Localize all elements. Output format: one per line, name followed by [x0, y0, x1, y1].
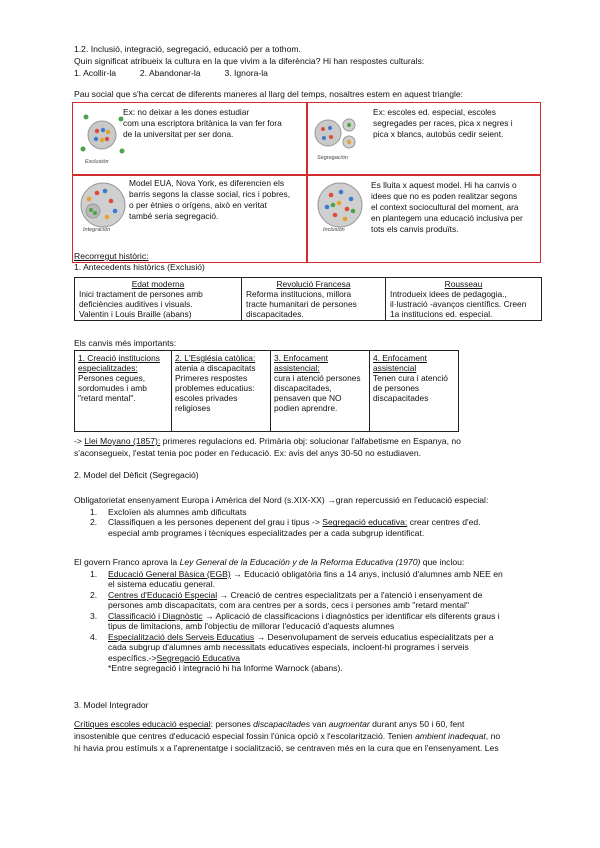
changes-label: Els canvis més importants:	[74, 338, 177, 348]
change-cell	[172, 351, 271, 432]
history-body: Reforma institucions, millora tracte humanitari de persones discapacitades.	[246, 289, 357, 320]
franco-law-name: Ley General de la Educación y de la Reforma Educativa (1970)	[179, 557, 421, 567]
integration-caption: Integración	[83, 227, 111, 233]
list-item: 2. Classifiquen a les persones depenent del grau i tipus -> Segregació educativa: crear centres d'ed. especial amb programes i tècniques especialitzades per a cada subgrup identificat.	[90, 517, 481, 538]
triangle-grid	[72, 102, 541, 263]
inclusion-text: Es lluita x aquest model. Hi ha canvis o idees que no es poden realitzar segons el context sociocultural del moment, ara en plantegem una educació inclusiva per tots els canvis produïts.	[371, 180, 523, 234]
change-body: Tenen cura i atenció de persones discapacitades	[373, 373, 448, 404]
law-moyano-link[interactable]: Llei Moyano (1857):	[84, 436, 161, 446]
history-subtitle: 1. Antecedents històrics (Exclusió)	[74, 262, 205, 272]
segregation-link[interactable]: Segregació educativa:	[322, 517, 408, 528]
list-item: 1. Educació General Bàsica (EGB) → Educació obligatòria fins a 14 anys, inclusió d'alumnes amb NEE en el sistema educatiu general.	[90, 569, 503, 590]
list-item: 4. Especialització dels Serveis Educatius → Desenvolupament de serveis educatius especialitzats per a cada subgrup d'alumnes amb necessitats educatives especials, incloent-hi programes i serveis específics.->Segregació Educativa	[90, 631, 494, 663]
change-body: cura i atenció persones discapacitades, pensaven que NO podien aprendre.	[274, 373, 361, 414]
inclusion-diagram-icon	[313, 179, 367, 231]
deficit-intro: Obligatorietat ensenyament Europa i Amèrica del Nord (s.XIX-XX) →gran repercussió en l'educació especial:	[74, 495, 489, 505]
history-heading: Revolució Francesa	[276, 279, 351, 289]
list-item: 3. Classificació i Diagnòstic → Aplicació de classificacions i diagnòstics per identificar els diferents graus i tipus de limitacions, amb l'objectiu de millorar l'educació d'aquests alumnes	[90, 610, 500, 632]
change-cell	[75, 351, 172, 432]
history-label: Recorregut històric:	[74, 251, 149, 261]
intro-question: Quin significat atribueix la cultura en la que vivim a la diferència? Hi han respostes culturals:	[74, 56, 425, 66]
integration-text: Model EUA, Nova York, es diferencien els barris segons la classe social, rics i pobres, o per ètnies o orígens, això en veritat també seria segregació.	[129, 178, 291, 221]
change-cell	[370, 351, 459, 432]
franco-list	[74, 569, 544, 674]
law-moyano-text-2: s'aconsegueix, l'estat tenia poc poder en l'educació. Ex: avis del anys 30-50 no estudiaven.	[74, 448, 421, 458]
triangle-intro: Pau social que s'ha cercat de diferents maneres al llarg del temps, nosaltres estem en aquest triangle:	[74, 89, 464, 99]
history-heading: Rousseau	[444, 279, 483, 289]
segregation-text: Ex: escoles ed. especial, escoles segregades per races, pica x negres i pica x blancs, autobús cedir seient.	[373, 107, 513, 139]
change-heading: 1. Creació institucions especialitzades:	[78, 353, 160, 374]
change-heading: 4. Enfocament assistencial	[373, 353, 428, 374]
list-item: 2. Centres d'Educació Especial → Creació de centres especialitzats per a l'atenció i ensenyament de persones amb discapacitats, com ara centres per a sords, cecs i persones amb "retard mental"	[90, 589, 483, 611]
special-centres-link[interactable]: Centres d'Educació Especial	[108, 589, 218, 600]
deficit-title: 2. Model del Dèficit (Segregació)	[74, 470, 199, 480]
integrador-title: 3. Model Integrador	[74, 700, 149, 710]
deficit-list	[74, 507, 544, 538]
history-heading: Edat moderna	[131, 279, 185, 289]
exclusion-caption: Exclusión	[85, 159, 109, 165]
exclusion-text: Ex: no deixar a les dones estudiar com una escriptora britànica la van fer fora de la universitat per ser dona.	[123, 107, 282, 139]
change-heading: 3. Enfocament assistencial:	[274, 353, 329, 374]
change-body: Persones cegues, sordomudes i amb "retard mental".	[78, 373, 147, 404]
history-cell-rousseau	[386, 278, 542, 321]
warnock-note: *Entre segregació i integració hi ha Informe Warnock (abans).	[108, 663, 343, 674]
section-title: 1.2. Inclusió, integració, segregació, educació per a tothom.	[74, 44, 301, 54]
segregation-educativa-link[interactable]: Segregació Educativa	[156, 652, 241, 663]
change-body: atenia a discapacitats Primeres respostes problemes educatius: escoles privades religioses	[175, 363, 256, 414]
exclusion-diagram-icon	[77, 109, 127, 157]
inclusion-caption: Inclusión	[323, 227, 345, 233]
history-cell-modern	[75, 278, 242, 321]
franco-intro: El govern Franco aprova la Ley General de la Educación y de la Reforma Educativa (1970) que inclou:	[74, 557, 465, 567]
changes-table	[74, 350, 459, 432]
segregation-caption: Segregación	[317, 155, 348, 161]
critiques-link[interactable]: Crítiques escoles educació especial	[74, 719, 211, 729]
egb-link[interactable]: Educació General Bàsica (EGB)	[108, 569, 231, 579]
law-arrow: ->	[74, 436, 85, 446]
change-heading: 2. L'Església catòlica:	[175, 353, 256, 363]
law-moyano-text: primeres regulacions ed. Primària obj: solucionar l'alfabetisme en Espanya, no	[160, 436, 461, 446]
segregation-diagram-icon	[313, 111, 357, 151]
classification-link[interactable]: Classificació i Diagnòstic	[108, 610, 203, 621]
history-body: Inici tractament de persones amb deficiències auditives i visuals. Valentin i Louis Braille (abans)	[79, 289, 203, 320]
list-item: 1. Excloïen als alumnes amb dificultats	[90, 507, 247, 517]
change-cell	[271, 351, 370, 432]
intro-answers: 1. Acollir-la 2. Abandonar-la 3. Ignora-la	[74, 68, 268, 78]
history-body: Introdueix idees de pedagogia., il·lustració -avanços científics. Creen 1a institucions ed. especial.	[390, 289, 527, 320]
history-table	[74, 277, 542, 321]
history-cell-revolution	[242, 278, 386, 321]
law-moyano-line	[74, 436, 461, 446]
specialization-link[interactable]: Especialització dels Serveis Educatius	[108, 631, 255, 642]
integrador-paragraph: Crítiques escoles educació especial: persones discapacitades van augmentar durant anys 50 i 60, fent insostenible que centres d'educació especial fossin l'única opció x l'escolarització. Tenien ambient inadequat, no hi havia prou estímuls x a l'aprenentatge i socialització, se centraven més en la cura que en l'ensenyament. Les	[74, 719, 501, 754]
integration-diagram-icon	[77, 179, 129, 231]
